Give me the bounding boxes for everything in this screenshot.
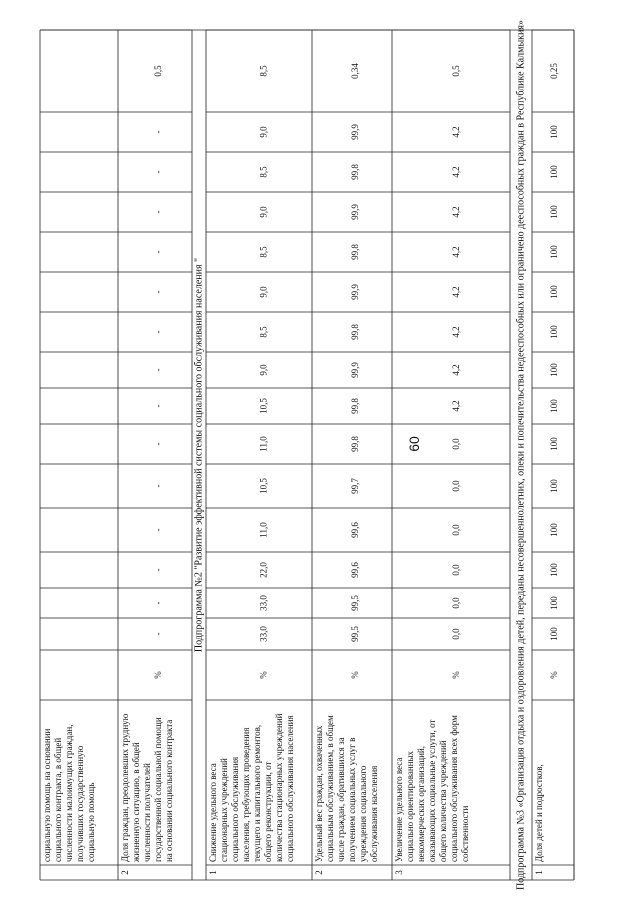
- value-cell: -: [152, 250, 163, 254]
- value-cell: 100: [549, 363, 560, 377]
- indicator-text-line: количества стационарных учреждений: [273, 713, 284, 862]
- value-cell: 100: [549, 165, 560, 179]
- value-cell: 100: [549, 563, 560, 577]
- value-cell: 100: [549, 437, 560, 451]
- value-cell: 4,2: [450, 246, 461, 258]
- value-cell: -: [152, 442, 163, 446]
- subprogram-header: Подпрограмма №2 "Развитие эффективной системы социального обслуживания населения ": [193, 257, 205, 653]
- value-cell: 100: [549, 596, 560, 610]
- value-cell: 0,0: [450, 597, 461, 609]
- row-number: 2: [314, 870, 325, 875]
- value-cell: 100: [549, 479, 560, 493]
- value-cell: -: [152, 368, 163, 372]
- value-cell: 0,0: [450, 564, 461, 576]
- value-cell: 99,5: [350, 626, 361, 642]
- value-cell: 8,5: [258, 65, 269, 77]
- value-cell: 0,34: [350, 63, 361, 79]
- value-cell: 4,2: [450, 166, 461, 178]
- value-cell: 100: [549, 125, 560, 139]
- value-cell: 99,8: [350, 398, 361, 414]
- value-cell: 10,5: [258, 398, 269, 414]
- row-number: 1: [208, 870, 219, 875]
- value-cell: 22,0: [258, 562, 269, 578]
- value-cell: 99,9: [350, 204, 361, 220]
- value-cell: 99,8: [350, 436, 361, 452]
- value-cell: 99,8: [350, 244, 361, 260]
- value-cell: 33,0: [258, 595, 269, 611]
- value-cell: 99,9: [350, 124, 361, 140]
- value-cell: 11,0: [258, 522, 269, 538]
- value-cell: 0,5: [450, 65, 461, 77]
- value-cell: 8,5: [258, 246, 269, 258]
- indicator-text-line: социальную помощь: [85, 782, 96, 862]
- indicator-text-line: Увеличение удельного веса: [393, 757, 404, 862]
- indicator-text-line: некоммерческих организаций,: [415, 746, 426, 862]
- value-cell: 100: [549, 399, 560, 413]
- value-cell: 99,6: [350, 562, 361, 578]
- indicator-text: [314, 715, 379, 862]
- value-cell: 100: [549, 523, 560, 537]
- value-cell: 100: [549, 285, 560, 299]
- value-cell: 99,8: [350, 324, 361, 340]
- indicator-text-line: общего реконструкции, от: [262, 761, 273, 862]
- value-cell: -: [152, 404, 163, 408]
- value-cell: 0,0: [450, 480, 461, 492]
- value-cell: 4,2: [450, 286, 461, 298]
- unit-cell: %: [258, 671, 269, 679]
- indicator-text: [208, 713, 295, 862]
- indicator-text-line: текущего и капитального ремонтов,: [251, 724, 262, 862]
- value-cell: -: [152, 170, 163, 174]
- indicator-text-line: числе граждан, обратившихся за: [335, 737, 346, 862]
- value-cell: -: [152, 632, 163, 636]
- row-number: 2: [120, 870, 131, 875]
- value-cell: 0,0: [450, 628, 461, 640]
- value-cell: 99,5: [350, 595, 361, 611]
- value-cell: 0,25: [549, 63, 560, 79]
- indicator-text: [534, 764, 544, 862]
- value-cell: 99,9: [350, 362, 361, 378]
- indicator-text-line: социального обслуживания всех форм: [448, 715, 459, 862]
- indicator-text-line: получением социальных услуг в: [346, 737, 357, 862]
- value-cell: 100: [549, 245, 560, 259]
- indicator-text-line: собственности: [459, 805, 470, 862]
- indicator-text: [42, 725, 96, 862]
- indicator-text-line: социального обслуживания населения: [284, 715, 295, 862]
- indicator-text: [120, 713, 174, 863]
- page-number: 60: [406, 436, 422, 452]
- row-number: 3: [394, 870, 405, 875]
- value-cell: 100: [549, 205, 560, 219]
- indicator-text-line: государственной социальной помощи: [152, 717, 163, 862]
- indicator-text-line: общего количества учреждений: [437, 740, 448, 862]
- value-cell: 11,0: [258, 436, 269, 452]
- value-cell: 9,0: [258, 364, 269, 376]
- value-cell: 9,0: [258, 286, 269, 298]
- value-cell: 8,5: [258, 326, 269, 338]
- value-cell: -: [152, 528, 163, 532]
- indicator-text-line: численности получателей: [141, 763, 152, 862]
- value-cell: -: [152, 290, 163, 294]
- indicator-text-line: социально ориентированных: [404, 750, 415, 862]
- value-cell: 9,0: [258, 206, 269, 218]
- value-cell: 33,0: [258, 626, 269, 642]
- value-cell: 4,2: [450, 400, 461, 412]
- value-cell: 4,2: [450, 326, 461, 338]
- unit-cell: %: [350, 671, 361, 679]
- indicator-text: [394, 715, 470, 862]
- value-cell: 99,9: [350, 284, 361, 300]
- value-cell: -: [152, 210, 163, 214]
- value-cell: 0,5: [152, 65, 163, 77]
- indicator-text-line: стационарных учреждений: [218, 758, 229, 862]
- value-cell: 8,5: [258, 166, 269, 178]
- value-cell: 9,0: [258, 126, 269, 138]
- unit-cell: %: [549, 671, 560, 679]
- indicator-text-line: численности малоимущих граждан,: [63, 724, 74, 862]
- unit-cell: %: [450, 671, 461, 679]
- value-cell: 0,0: [450, 438, 461, 450]
- value-cell: 10,5: [258, 478, 269, 494]
- indicator-text-line: учреждения социального: [357, 765, 368, 862]
- indicator-text-line: оказывающих социальные услуги, от: [426, 719, 437, 862]
- value-cell: 99,8: [350, 164, 361, 180]
- value-cell: 100: [549, 325, 560, 339]
- value-cell: 100: [549, 627, 560, 641]
- indicator-text-line: населения, требующих проведения: [240, 727, 251, 862]
- indicator-text-line: социальную помощь на основании: [41, 728, 52, 862]
- value-cell: -: [152, 568, 163, 572]
- value-cell: 4,2: [450, 364, 461, 376]
- indicator-text-line: Доля граждан, преодолевших трудную: [119, 713, 130, 862]
- indicator-text-line: получивших государственную: [74, 745, 85, 862]
- value-cell: 99,6: [350, 522, 361, 538]
- value-cell: -: [152, 484, 163, 488]
- indicator-text-line: социального обслуживания: [229, 756, 240, 862]
- indicator-text-line: Доля детей и подростков,: [533, 764, 544, 862]
- subprogram-header: Подпрограмма №3 «Организация отдыха и оздоровления детей, переданы несовершеннолетних, опеки и попечительства недееспособных или ограничено дееспособных граждан в Республике Калмыкия»: [515, 20, 527, 890]
- table-cells: [42, 20, 559, 890]
- value-cell: 4,2: [450, 206, 461, 218]
- value-cell: -: [152, 330, 163, 334]
- indicator-text-line: Удельный вес граждан, охваченных: [313, 725, 324, 862]
- row-number: 1: [534, 870, 545, 875]
- indicator-text-line: жизненную ситуацию, в общей: [130, 742, 141, 862]
- indicator-text-line: обслуживания населения: [368, 765, 379, 862]
- unit-cell: %: [152, 671, 163, 679]
- value-cell: -: [152, 130, 163, 134]
- indicator-text-line: социального контракта, в общей: [52, 737, 63, 862]
- value-cell: -: [152, 601, 163, 605]
- value-cell: 99,7: [350, 478, 361, 494]
- indicator-text-line: Снижение удельного веса: [207, 763, 218, 862]
- indicator-text-line: на основании социального контракта: [163, 719, 174, 862]
- indicator-text-line: социальным обслуживанием, в общем: [324, 715, 335, 862]
- value-cell: 0,0: [450, 524, 461, 536]
- value-cell: 4,2: [450, 126, 461, 138]
